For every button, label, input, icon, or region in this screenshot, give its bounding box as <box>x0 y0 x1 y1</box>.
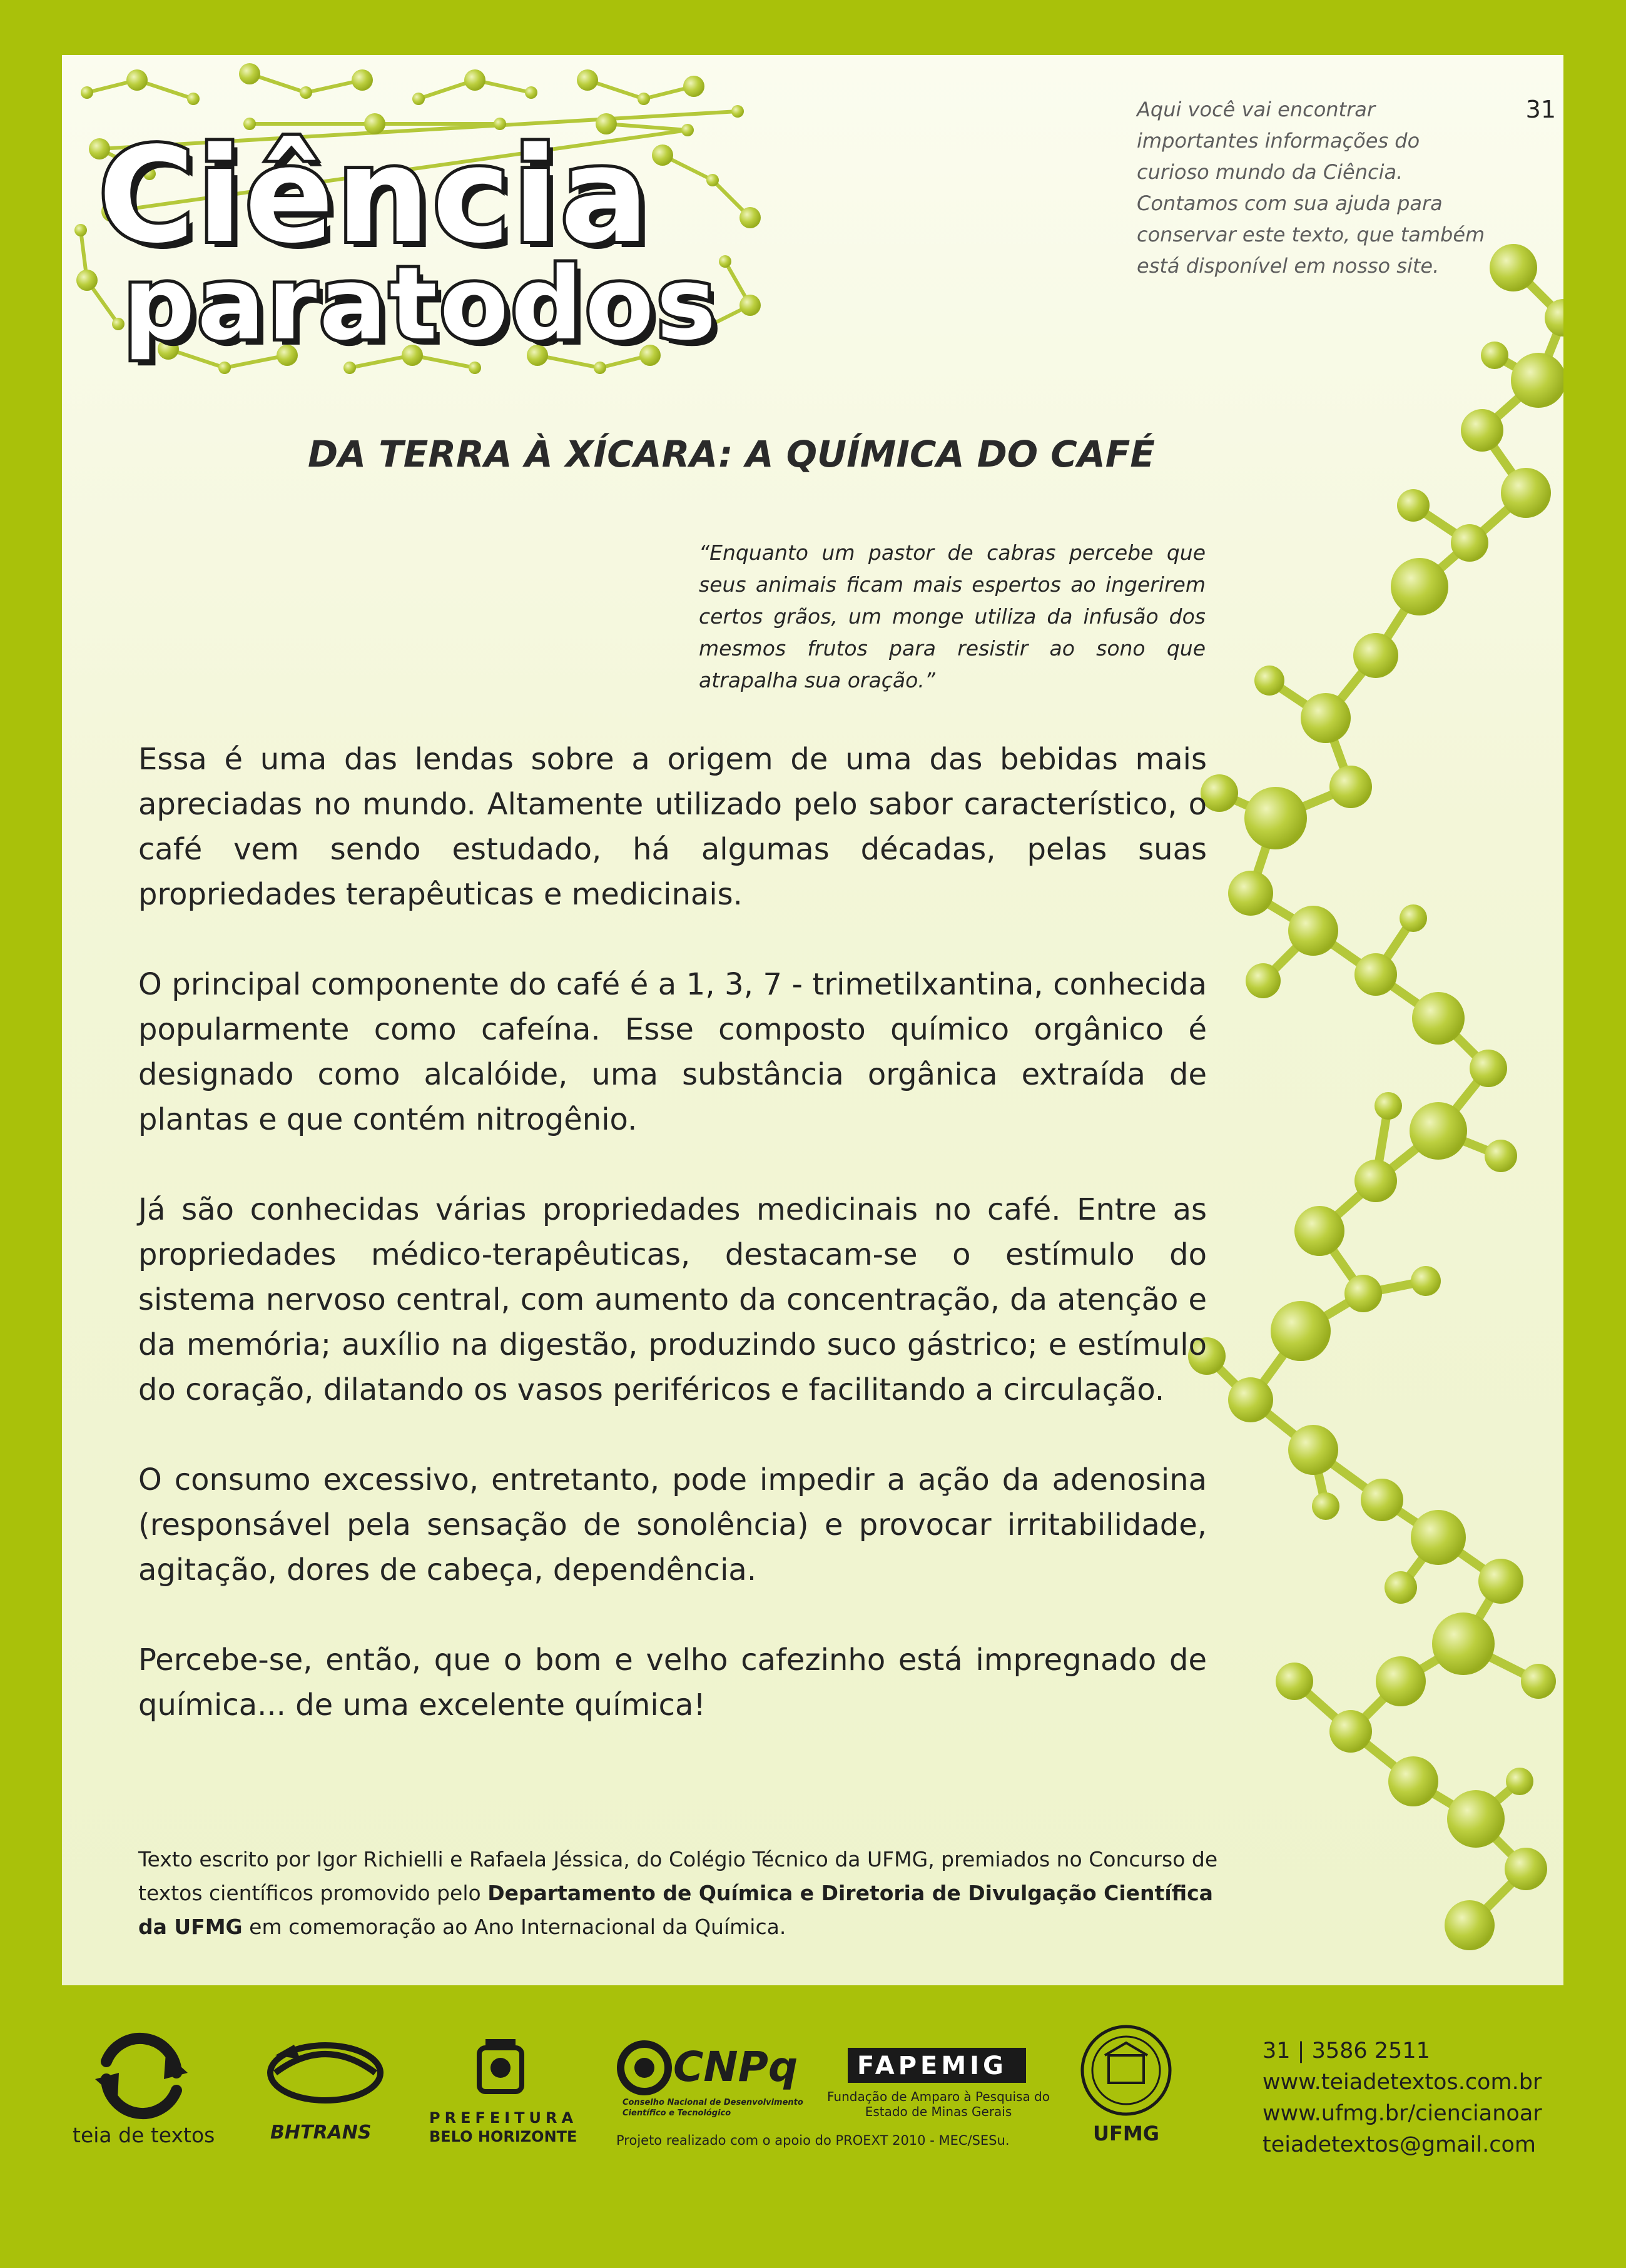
article-title: DA TERRA À XÍCARA: A QUÍMICA DO CAFÉ <box>308 433 1155 475</box>
cnpq-subtitle: Conselho Nacional de Desenvolvimento <box>622 2098 803 2107</box>
cnpq-logo-icon <box>621 2044 668 2092</box>
molecule-atom <box>1410 1102 1467 1160</box>
molecule-atom <box>1312 1492 1339 1520</box>
molecule-atom <box>1485 1140 1517 1172</box>
molecule-atom <box>1511 353 1563 408</box>
teia-de-textos-logo-icon <box>95 2038 188 2114</box>
molecule-atom <box>1361 1479 1403 1521</box>
page-number: 31 <box>1525 96 1556 123</box>
molecule-atom <box>1501 468 1551 518</box>
molecule-atom <box>1412 992 1465 1045</box>
molecule-atom <box>1329 766 1372 808</box>
logo <box>62 55 788 405</box>
molecule-atom <box>1288 1425 1338 1475</box>
molecule-atom <box>1354 1160 1397 1202</box>
molecule-atom <box>1470 1050 1507 1087</box>
molecule-atom <box>1461 409 1503 452</box>
molecule-atom <box>1254 666 1284 696</box>
belo-horizonte-label: BELO HORIZONTE <box>429 2128 577 2145</box>
molecule-atom <box>1276 1663 1313 1700</box>
molecule-atom <box>1411 1266 1441 1296</box>
molecule-atom <box>1388 1756 1438 1806</box>
molecule-atom <box>1391 558 1448 615</box>
cnpq-subtitle: Científico e Tecnológico <box>622 2109 731 2118</box>
contact-email[interactable]: teiadetextos@gmail.com <box>1263 2132 1536 2157</box>
molecule-atom <box>1353 633 1398 678</box>
molecule-atom <box>1301 693 1351 743</box>
molecule-atom <box>1451 524 1488 562</box>
contact-website[interactable]: www.ufmg.br/ciencianoar <box>1263 2101 1542 2126</box>
molecule-atom <box>1228 871 1273 916</box>
support-note: Projeto realizado com o apoio do PROEXT 2010 - MEC/SESu. <box>616 2133 1010 2148</box>
intro-line: Aqui você vai encontrar <box>1137 98 1376 121</box>
page-panel <box>62 55 1563 1985</box>
epigraph-quote: “Enquanto um pastor de cabras percebe que seus animais ficam mais espertos ao ingerirem certos grãos, um monge utiliza da infusão dos mesmos frutos para resistir ao sono que atrapalha sua oração.” <box>699 540 1206 692</box>
molecule-atom <box>1271 1301 1331 1361</box>
contact-phone: 31 | 3586 2511 <box>1263 2038 1430 2063</box>
fapemig-subtitle: Estado de Minas Gerais <box>865 2104 1012 2119</box>
ufmg-label: UFMG <box>1093 2122 1159 2145</box>
molecule-atom <box>1506 1768 1533 1795</box>
molecule-atom <box>1228 1377 1273 1422</box>
bhtrans-logo-icon <box>270 2045 380 2100</box>
molecule-atom <box>1521 1664 1556 1699</box>
intro-line: está disponível em nosso site. <box>1137 254 1440 278</box>
article-body <box>138 737 1207 1773</box>
paragraph: Essa é uma das lendas sobre a origem de uma das bebidas mais apreciadas no mundo. Altamente utilizado pelo sabor característico, o café vem sendo estudado, há algumas décadas, pelas suas propriedades terapêuticas e medicinais. <box>138 742 1207 912</box>
molecule-atom <box>1294 1206 1344 1256</box>
molecule-atom <box>1244 787 1307 849</box>
credits-text: em comemoração ao Ano Internacional da Química. <box>242 1915 786 1939</box>
fapemig-label: FAPEMIG <box>857 2052 1007 2080</box>
cnpq-label: CNPq <box>673 2043 798 2091</box>
intro-line: importantes informações do <box>1137 129 1420 153</box>
paragraph: Percebe-se, então, que o bom e velho cafezinho está impregnado de química... de uma excelente química! <box>138 1643 1207 1723</box>
intro-line: curioso mundo da Ciência. <box>1137 160 1403 184</box>
logo-title: Ciência <box>98 119 652 272</box>
contact-info <box>1263 2035 1613 2160</box>
molecule-atom <box>1505 1848 1547 1890</box>
molecule-atom <box>1411 1510 1466 1565</box>
molecule-atom <box>1478 1559 1523 1604</box>
molecule-atom <box>1329 1710 1372 1753</box>
molecule-atom <box>1376 1656 1426 1706</box>
logo-subtitle: paratodos <box>123 245 719 362</box>
molecule-atom <box>1447 1790 1505 1848</box>
molecule-atom <box>1445 1900 1495 1950</box>
molecule-atom <box>1246 963 1281 998</box>
ufmg-seal-icon <box>1082 2027 1170 2114</box>
prefeitura-label: PREFEITURA <box>429 2109 578 2127</box>
credits-text: Texto escrito por Igor Richielli e Rafaela Jéssica, do Colégio Técnico da UFMG, premiados no Concurso de textos científicos promovido pelo <box>138 1847 1218 1905</box>
teia-label: teia de textos <box>73 2123 215 2147</box>
credits-institution: Departamento de Química e Diretoria de Divulgação Científica da UFMG <box>138 1881 1213 1939</box>
molecule-atom <box>1374 1092 1402 1120</box>
intro-line: Contamos com sua ajuda para <box>1137 191 1443 215</box>
prefeitura-crest-icon <box>479 2039 522 2092</box>
intro-line: conservar este texto, que também <box>1137 223 1485 246</box>
paragraph: O consumo excessivo, entretanto, pode impedir a ação da adenosina (responsável pela sensação de sonolência) e provocar irritabilidade, agitação, dores de cabeça, dependência. <box>138 1462 1207 1587</box>
molecule-atom <box>1481 342 1508 369</box>
molecule-atom <box>1385 1571 1417 1604</box>
intro-note <box>1137 94 1512 281</box>
bhtrans-label: BHTRANS <box>270 2122 372 2144</box>
molecule-atom <box>1344 1275 1382 1312</box>
contact-website[interactable]: www.teiadetextos.com.br <box>1263 2070 1542 2095</box>
molecule-atom <box>1432 1612 1495 1675</box>
molecule-atom <box>1400 904 1427 932</box>
credits <box>138 1843 1227 1944</box>
molecule-atom <box>1354 953 1397 996</box>
paragraph: Já são conhecidas várias propriedades medicinais no café. Entre as propriedades médico-terapêuticas, destacam-se o estímulo do sistema nervoso central, com aumento da concentração, da atenção e da memória; auxílio na digestão, produzindo suco gástrico; e estímulo do coração, dilatando os vasos periféricos e facilitando a circulação. <box>138 1192 1207 1407</box>
fapemig-subtitle: Fundação de Amparo à Pesquisa do <box>827 2089 1050 2104</box>
molecule-atom <box>1397 489 1430 522</box>
paragraph: O principal componente do café é a 1, 3, 7 - trimetilxantina, conhecida popularmente como cafeína. Esse composto químico orgânico é designado como alcalóide, uma substância orgânica extraída de plantas e que contém nitrogênio. <box>138 967 1207 1137</box>
molecule-atom <box>1288 906 1338 956</box>
